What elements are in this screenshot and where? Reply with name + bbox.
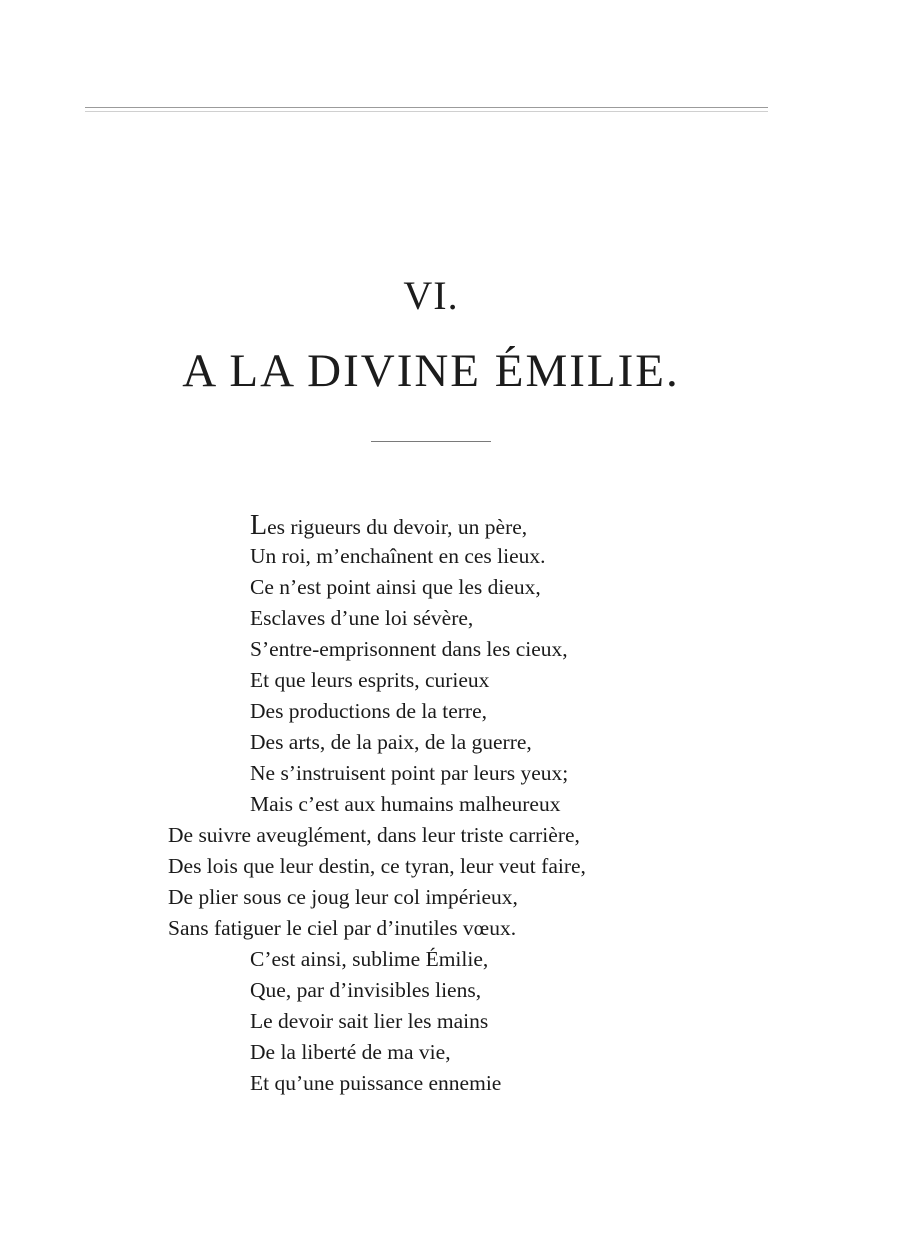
poem-line: Des arts, de la paix, de la guerre, [250,730,532,754]
poem-body [0,510,900,1099]
poem-line: Mais c’est aux humains malheureux [250,792,561,816]
poem-line: Esclaves d’une loi sévère, [250,606,474,630]
top-rule-secondary [85,111,768,112]
section-numeral: VI. [403,273,459,318]
poem-line: C’est ainsi, sublime Émilie, [250,947,489,971]
poem-line: Et que leurs esprits, curieux [250,668,490,692]
poem-line: De la liberté de ma vie, [250,1040,451,1064]
poem-line: Des productions de la terre, [250,699,488,723]
poem-line: Et qu’une puissance ennemie [250,1071,502,1095]
poem-line: De plier sous ce joug leur col impérieux, [168,885,518,909]
initial-letter: L [250,510,268,541]
poem-line [0,510,900,541]
poem-line: S’entre-emprisonnent dans les cieux, [250,637,568,661]
title-divider [371,441,491,442]
poem-line: Le devoir sait lier les mains [250,1009,489,1033]
poem-line: Que, par d’invisibles liens, [250,978,482,1002]
top-rule [85,107,768,108]
poem-line: Des lois que leur destin, ce tyran, leur veut faire, [168,854,586,878]
poem-title: A LA DIVINE ÉMILIE. [182,345,680,397]
poem-line: De suivre aveuglément, dans leur triste carrière, [168,823,580,847]
poem-line: Ne s’instruisent point par leurs yeux; [250,761,569,785]
poem-line: Un roi, m’enchaînent en ces lieux. [250,544,546,568]
poem-line-text: es rigueurs du devoir, un père, [267,515,528,539]
poem-line: Ce n’est point ainsi que les dieux, [250,575,541,599]
poem-line: Sans fatiguer le ciel par d’inutiles vœux. [168,916,517,940]
